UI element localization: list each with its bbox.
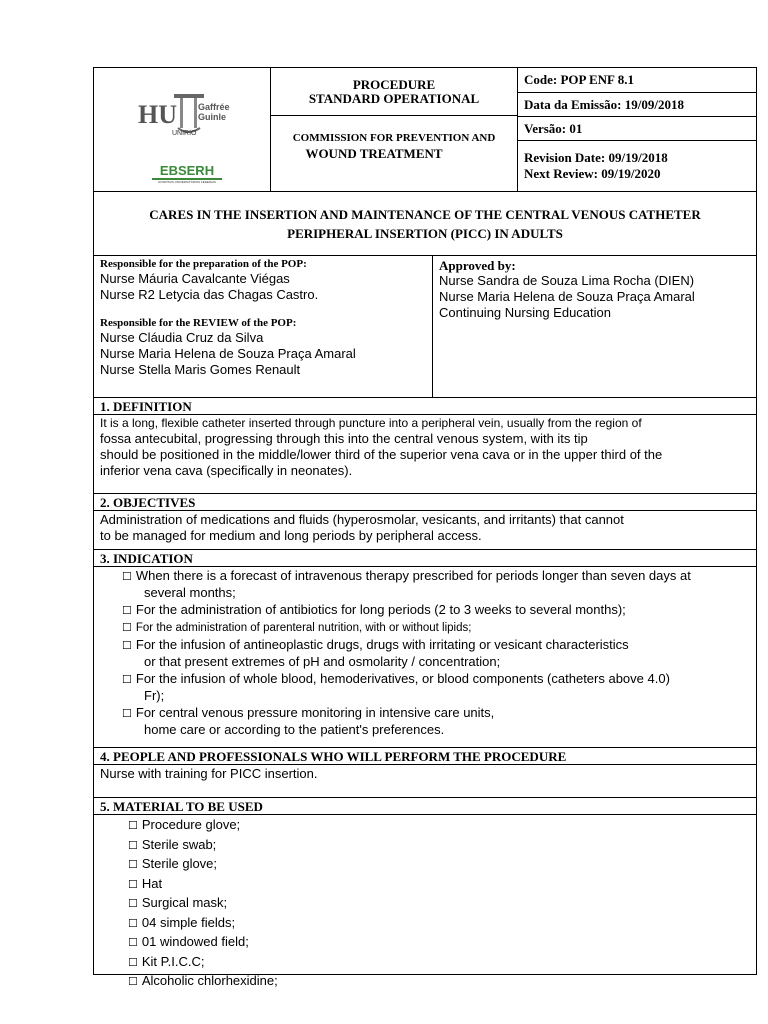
indication-item (100, 671, 750, 704)
indication-text: For the administration of parenteral nutrition, with or without lipids; (135, 622, 472, 634)
indication-heading: 3. INDICATION (94, 550, 756, 567)
version-field: Versão: 01 (518, 117, 756, 141)
revision-field (518, 141, 756, 191)
prep-label: Responsible for the preparation of the POP: (100, 258, 307, 270)
material-item (94, 894, 756, 914)
indication-text: For the administration of antibiotics for long periods (2 to 3 weeks to several months); (135, 602, 626, 617)
unirio-label: UNIRIO (172, 130, 197, 137)
hu-letters: HU (138, 100, 177, 129)
indication-text: For the infusion of whole blood, hemoderivatives, or blood components (catheters above 4.0) (135, 671, 670, 686)
indication-item (100, 637, 750, 670)
responsible-row (94, 256, 756, 398)
checkbox-icon: ☐ (128, 878, 138, 891)
title-line-2: PERIPHERAL INSERTION (PICC) IN ADULTS (287, 225, 563, 241)
people-heading: 4. PEOPLE AND PROFESSIONALS WHO WILL PERFORM THE PROCEDURE (94, 748, 756, 765)
objectives-heading: 2. OBJECTIVES (94, 494, 756, 511)
next-review: Next Review: 09/19/2020 (524, 166, 661, 181)
definition-line: inferior vena cava (specifically in neonates). (100, 463, 353, 478)
material-heading: 5. MATERIAL TO BE USED (94, 798, 756, 815)
checkbox-icon: ☐ (128, 898, 138, 910)
checkbox-icon: ☐ (128, 859, 138, 871)
hospital-name-2: Guinle (198, 112, 227, 122)
material-item (94, 836, 756, 856)
people-text: Nurse with training for PICC insertion. (100, 766, 318, 781)
checkbox-icon: ☐ (122, 674, 132, 686)
ebserh-logo (152, 164, 222, 185)
document-title (94, 192, 756, 256)
commission-line-2: WOUND TREATMENT (305, 145, 443, 161)
definition-line: should be positioned in the middle/lower third of the superior vena cava or in the upper third of the (100, 447, 663, 462)
material-item (94, 933, 756, 953)
logo-cell (94, 68, 271, 191)
material-text: Alcoholic chlorhexidine; (141, 973, 278, 988)
indication-item (100, 602, 750, 619)
objectives-line: Administration of medications and fluids (hyperosmolar, vesicants, and irritants) that cannot (100, 512, 624, 527)
indication-text: When there is a forecast of intravenous therapy prescribed for periods longer than seven days at (135, 568, 691, 583)
commission-title (271, 116, 517, 191)
prep-name: Nurse Máuria Cavalcante Viégas (100, 271, 290, 286)
indication-text-cont: Fr); (144, 688, 165, 703)
material-item (94, 816, 756, 836)
approved-name: Nurse Maria Helena de Souza Praça Amaral (439, 289, 695, 304)
issue-date-field: Data da Emissão: 19/09/2018 (518, 93, 756, 117)
ebserh-subtitle: HOSPITAIS UNIVERSITÁRIOS FEDERAIS (158, 180, 216, 184)
checkbox-icon: ☐ (122, 571, 132, 583)
material-text: Hat (141, 875, 163, 891)
procedure-line-2: STANDARD OPERATIONAL (308, 90, 480, 106)
indication-item (100, 568, 750, 601)
material-text: Sterile glove; (141, 856, 218, 871)
material-text: Surgical mask; (141, 895, 228, 910)
review-name: Nurse Stella Maris Gomes Renault (100, 362, 301, 377)
checkbox-icon: ☐ (122, 605, 132, 617)
material-item (94, 914, 756, 934)
document-info-cell (518, 68, 756, 191)
hospital-name-1: Gaffrée (198, 102, 230, 112)
indication-text: For the infusion of antineoplastic drugs, drugs with irritating or vesicant characteristics (135, 637, 629, 652)
procedure-line-1: PROCEDURE (352, 76, 436, 92)
checkbox-icon: ☐ (122, 708, 132, 720)
hu-logo (138, 92, 238, 138)
objectives-line: to be managed for medium and long periods by peripheral access. (100, 528, 482, 543)
procedure-title (271, 68, 517, 116)
material-item (94, 972, 756, 992)
approved-name: Nurse Sandra de Souza Lima Rocha (DIEN) (439, 273, 695, 288)
indication-body (94, 567, 756, 748)
approved-label: Approved by: (439, 258, 516, 273)
material-item (94, 875, 756, 895)
checkbox-icon: ☐ (128, 976, 138, 988)
ebserh-text: EBSERH (152, 164, 222, 180)
prep-name: Nurse R2 Letycia das Chagas Castro. (100, 287, 319, 302)
commission-line-1: COMMISSION FOR PREVENTION AND (292, 131, 496, 144)
indication-text: For central venous pressure monitoring in intensive care units, (135, 705, 495, 720)
definition-line: fossa antecubital, progressing through this into the central venous system, with its tip (100, 431, 588, 446)
checkbox-icon: ☐ (128, 917, 138, 930)
definition-body (94, 415, 756, 494)
material-item (94, 953, 756, 973)
indication-item (100, 705, 750, 738)
people-body (94, 765, 756, 798)
responsible-cell (94, 256, 433, 397)
material-text: Procedure glove; (141, 817, 241, 832)
material-body (94, 815, 756, 988)
checkbox-icon: ☐ (122, 622, 132, 634)
material-item (94, 855, 756, 875)
checkbox-icon: ☐ (128, 937, 138, 949)
objectives-body (94, 511, 756, 550)
indication-text-cont: home care or according to the patient's preferences. (144, 722, 445, 737)
checkbox-icon: ☐ (122, 640, 132, 652)
document-frame (93, 67, 757, 988)
material-text: 01 windowed field; (141, 934, 249, 949)
checkbox-icon: ☐ (128, 956, 138, 969)
checkbox-icon: ☐ (128, 839, 138, 852)
title-line-1: CARES IN THE INSERTION AND MAINTENANCE OF THE CENTRAL VENOUS CATHETER (149, 206, 701, 222)
revision-date: Revision Date: 09/19/2018 (524, 150, 668, 165)
procedure-cell (271, 68, 518, 191)
header-row (94, 68, 756, 192)
indication-text-cont: or that present extremes of pH and osmolarity / concentration; (144, 654, 501, 669)
definition-heading: 1. DEFINITION (94, 398, 756, 415)
review-name: Nurse Maria Helena de Souza Praça Amaral (100, 346, 356, 361)
material-text: Kit P.I.C.C; (141, 953, 205, 969)
indication-text-cont: several months; (144, 585, 236, 600)
material-text: 04 simple fields; (141, 914, 236, 930)
approved-cell (433, 256, 756, 397)
definition-line: It is a long, flexible catheter inserted through puncture into a peripheral vein, usually from the region of (100, 416, 642, 430)
checkbox-icon: ☐ (128, 820, 138, 832)
review-name: Nurse Cláudia Cruz da Silva (100, 330, 264, 345)
code-field: Code: POP ENF 8.1 (518, 68, 756, 93)
review-label: Responsible for the REVIEW of the POP: (100, 317, 297, 329)
material-text: Sterile swab; (141, 836, 217, 852)
approved-name: Continuing Nursing Education (439, 305, 611, 320)
indication-item (100, 620, 750, 636)
